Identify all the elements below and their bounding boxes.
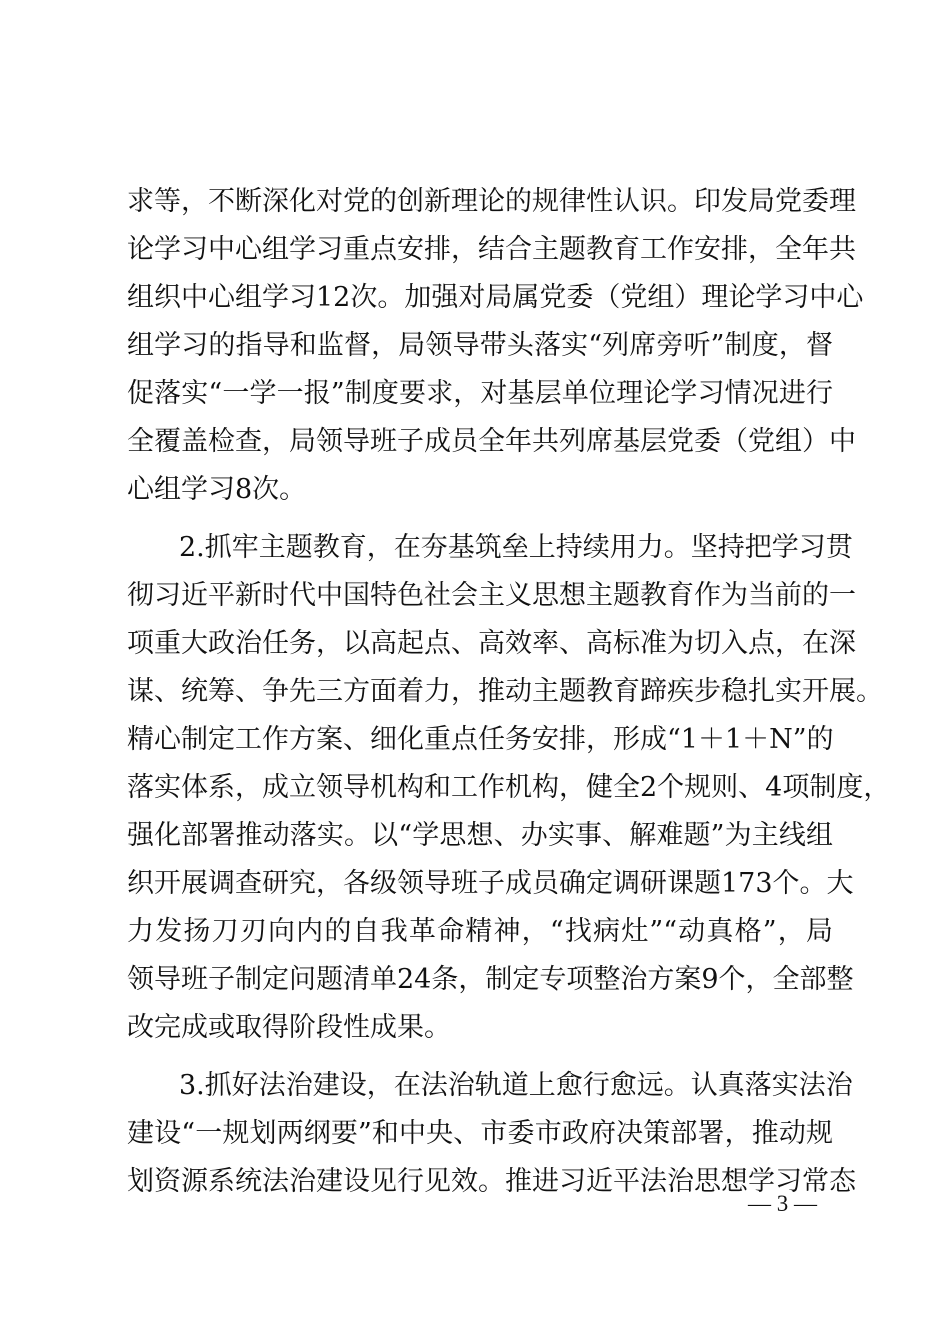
paragraph-gap — [127, 514, 833, 524]
paragraph-line: 论学习中心组学习重点安排，结合主题教育工作安排，全年共 — [127, 234, 856, 265]
paragraph-line: 全覆盖检查，局领导班子成员全年共列席基层党委（党组）中 — [127, 426, 856, 457]
paragraph-gap — [127, 1052, 833, 1062]
paragraph-line: 组学习的指导和监督，局领导带头落实“列席旁听”制度，督 — [127, 330, 833, 361]
paragraph-line: 组织中心组学习12次。加强对局属党委（党组）理论学习中心 — [127, 282, 864, 313]
paragraph-line: 强化部署推动落实。以“学思想、办实事、解难题”为主线组 — [127, 820, 833, 851]
paragraph-line: 谋、统筹、争先三方面着力，推动主题教育蹄疾步稳扎实开展。 — [127, 676, 883, 707]
paragraph-3 — [127, 1062, 856, 1206]
paragraph-line: 织开展调查研究，各级领导班子成员确定调研课题173个。大 — [127, 868, 854, 899]
paragraph-line: 2.抓牢主题教育，在夯基筑垒上持续用力。坚持把学习贯 — [179, 532, 853, 563]
paragraph-line: 力发扬刀刃向内的自我革命精神，“找病灶”“动真格”，局 — [127, 916, 833, 947]
paragraph-line: 领导班子制定问题清单24条，制定专项整治方案9个，全部整 — [127, 964, 854, 995]
paragraph-1 — [127, 178, 864, 514]
paragraph-line: 划资源系统法治建设见行见效。推进习近平法治思想学习常态 — [127, 1166, 856, 1197]
document-body — [127, 178, 891, 1206]
paragraph-line: 落实体系，成立领导机构和工作机构，健全2个规则、4项制度， — [127, 772, 891, 803]
paragraph-line: 心组学习8次。 — [127, 474, 307, 505]
paragraph-line: 促落实“一学一报”制度要求，对基层单位理论学习情况进行 — [127, 378, 833, 409]
paragraph-line: 求等，不断深化对党的创新理论的规律性认识。印发局党委理 — [127, 186, 856, 217]
page-number: — 3 — — [748, 1191, 817, 1216]
paragraph-line: 项重大政治任务，以高起点、高效率、高标准为切入点，在深 — [127, 628, 856, 659]
paragraph-line: 建设“一规划两纲要”和中央、市委市政府决策部署，推动规 — [127, 1118, 833, 1149]
paragraph-2 — [127, 524, 891, 1052]
paragraph-line: 精心制定工作方案、细化重点任务安排，形成“1＋1＋N”的 — [127, 724, 834, 755]
paragraph-line: 改完成或取得阶段性成果。 — [127, 1012, 451, 1043]
paragraph-line: 彻习近平新时代中国特色社会主义思想主题教育作为当前的一 — [127, 580, 856, 611]
paragraph-line: 3.抓好法治建设，在法治轨道上愈行愈远。认真落实法治 — [179, 1070, 853, 1101]
